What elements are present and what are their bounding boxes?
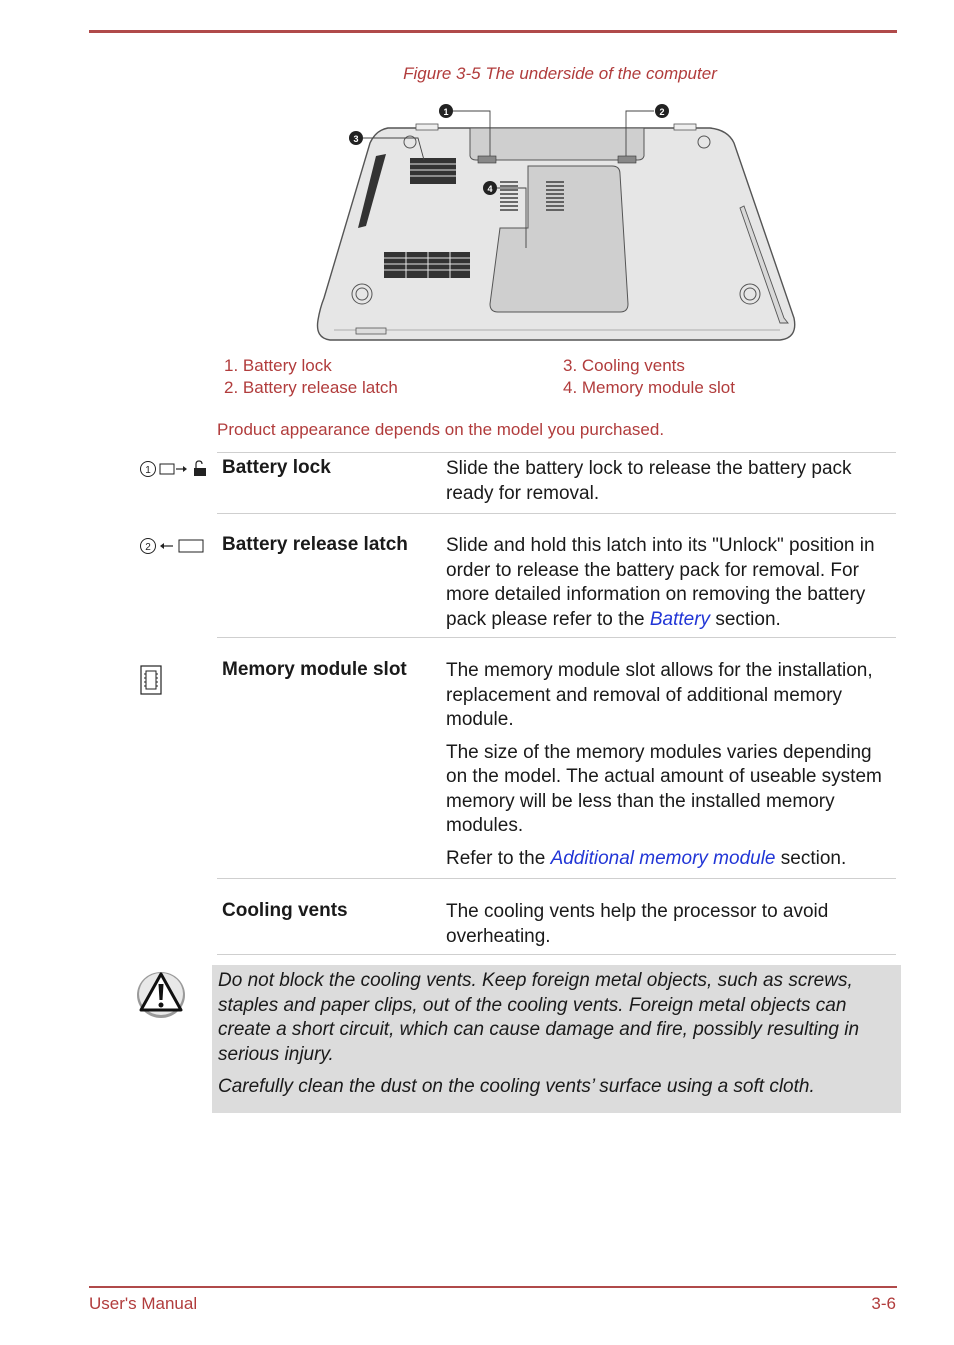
svg-text:2: 2 [659,107,665,117]
figure-legend-right [563,355,735,399]
figure-caption: Figure 3-5 The underside of the computer [403,64,717,83]
desc-cooling-vents: The cooling vents help the processor to avoid overheating. [446,901,829,947]
svg-text:2: 2 [145,542,151,553]
term-battery-lock: Battery lock [222,457,331,478]
battery-release-latch-icon [139,536,211,556]
legend-item: 1. Battery lock [224,356,332,375]
svg-text:1: 1 [443,107,449,117]
warning-icon [135,966,187,1020]
header-rule [89,30,897,33]
battery-lock-icon [139,459,211,479]
warning-box [212,965,901,1113]
table-row [217,529,896,638]
table-row [217,452,896,514]
callout-1 [439,104,453,118]
table-row [217,895,896,955]
laptop-underside-illustration [310,98,810,348]
desc-memory-module-slot: The memory module slot allows for the installation, replacement and removal of additional memory module. The size of the memory modules varies depending on the model. The actual amount of useable system memory will be less than the installed memory modules. Refer to the Additional memory module section. [446,660,882,869]
table-row [217,654,896,879]
figure-legend-left [224,355,398,399]
warning-text: Carefully clean the dust on the cooling vents’ surface using a soft cloth. [218,1076,815,1097]
footer-rule [89,1286,897,1288]
product-note: Product appearance depends on the model you purchased. [217,420,665,439]
callout-4 [483,181,497,195]
memory-module-icon [139,664,163,696]
svg-text:1: 1 [145,465,151,476]
term-cooling-vents: Cooling vents [222,900,348,921]
svg-text:4: 4 [487,184,493,194]
callout-3 [349,131,363,145]
callout-2 [655,104,669,118]
svg-text:3: 3 [353,134,359,144]
desc-battery-lock: Slide the battery lock to release the battery pack ready for removal. [446,458,852,504]
battery-link[interactable]: Battery [649,608,711,630]
warning-text: Do not block the cooling vents. Keep foreign metal objects, such as screws, staples and paper clips, out of the cooling vents. Foreign metal objects can create a short circuit, which can cause damage and fire, possibly resulting in serious injury. [218,970,860,1065]
legend-item: 3. Cooling vents [563,356,685,375]
desc-battery-release-latch: Slide and hold this latch into its "Unlock" position in order to release the battery pack for removal. For more detailed information on removing the battery pack please refer to the Battery section. [446,535,875,630]
additional-memory-module-link[interactable]: Additional memory module [550,847,776,869]
term-memory-module-slot: Memory module slot [222,659,407,680]
legend-item: 2. Battery release latch [224,378,398,397]
term-battery-release-latch: Battery release latch [222,534,408,555]
page-number: 3-6 [871,1294,896,1313]
legend-item: 4. Memory module slot [563,378,735,397]
footer-title: User's Manual [89,1294,198,1313]
